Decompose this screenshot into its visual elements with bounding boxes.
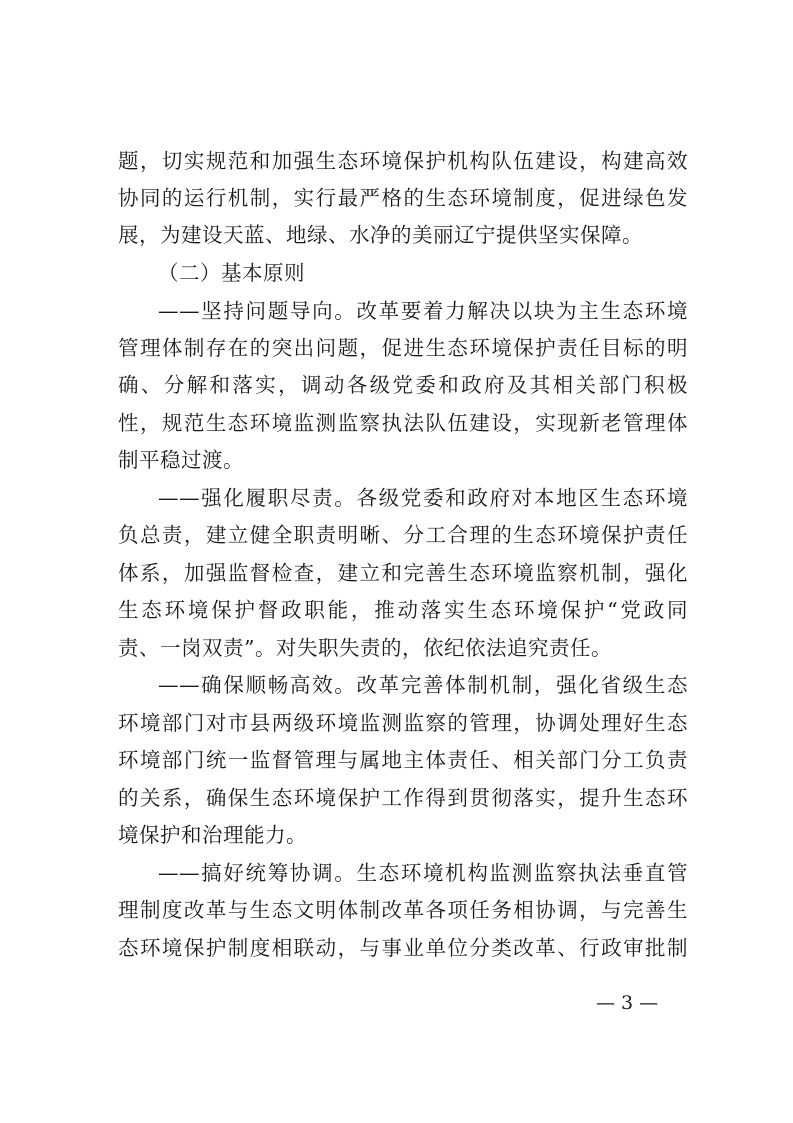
body-text-line: ——确保顺畅高效。改革完善体制机制，强化省级生态 (158, 673, 688, 697)
body-text-line: 环境部门对市县两级环境监测监察的管理，协调处理好生态 (118, 711, 688, 735)
body-text-line: 的关系，确保生态环境保护工作得到贯彻落实，提升生态环 (118, 786, 688, 810)
body-text-line: 生态环境保护督政职能，推动落实生态环境保护“党政同 (118, 598, 688, 622)
body-text-line: 境保护和治理能力。 (118, 823, 307, 847)
body-text-line: 负总责，建立健全职责明晰、分工合理的生态环境保护责任 (118, 523, 688, 547)
body-text-line: 确、分解和落实，调动各级党委和政府及其相关部门积极 (118, 373, 688, 397)
body-text-line: 协同的运行机制，实行最严格的生态环境制度，促进绿色发 (118, 186, 688, 210)
body-text-line: ——搞好统筹协调。生态环境机构监测监察执法垂直管 (158, 861, 688, 885)
body-text-line: 性，规范生态环境监测监察执法队伍建设，实现新老管理体 (118, 411, 688, 435)
body-text-line: 展，为建设天蓝、地绿、水净的美丽辽宁提供坚实保障。 (118, 223, 643, 247)
page-number: — 3 — (596, 992, 659, 1014)
body-text-line: 环境部门统一监督管理与属地主体责任、相关部门分工负责 (118, 748, 688, 772)
body-text-line: 管理体制存在的突出问题，促进生态环境保护责任目标的明 (118, 336, 688, 360)
body-text-line: 制平稳过渡。 (118, 448, 244, 472)
body-text-line: 题，切实规范和加强生态环境保护机构队伍建设，构建高效 (118, 149, 688, 173)
body-text-line: 责、一岗双责”。对失职失责的，依纪依法追究责任。 (118, 636, 612, 660)
body-text-line: ——强化履职尽责。各级党委和政府对本地区生态环境 (158, 486, 688, 510)
body-text-line: 态环境保护制度相联动，与事业单位分类改革、行政审批制 (118, 936, 688, 960)
body-text-line: 体系，加强监督检查，建立和完善生态环境监察机制，强化 (118, 561, 688, 585)
body-text-line: 理制度改革与生态文明体制改革各项任务相协调，与完善生 (118, 898, 688, 922)
section-heading: （二）基本原则 (158, 261, 305, 285)
body-text-line: ——坚持问题导向。改革要着力解决以块为主生态环境 (158, 299, 688, 323)
